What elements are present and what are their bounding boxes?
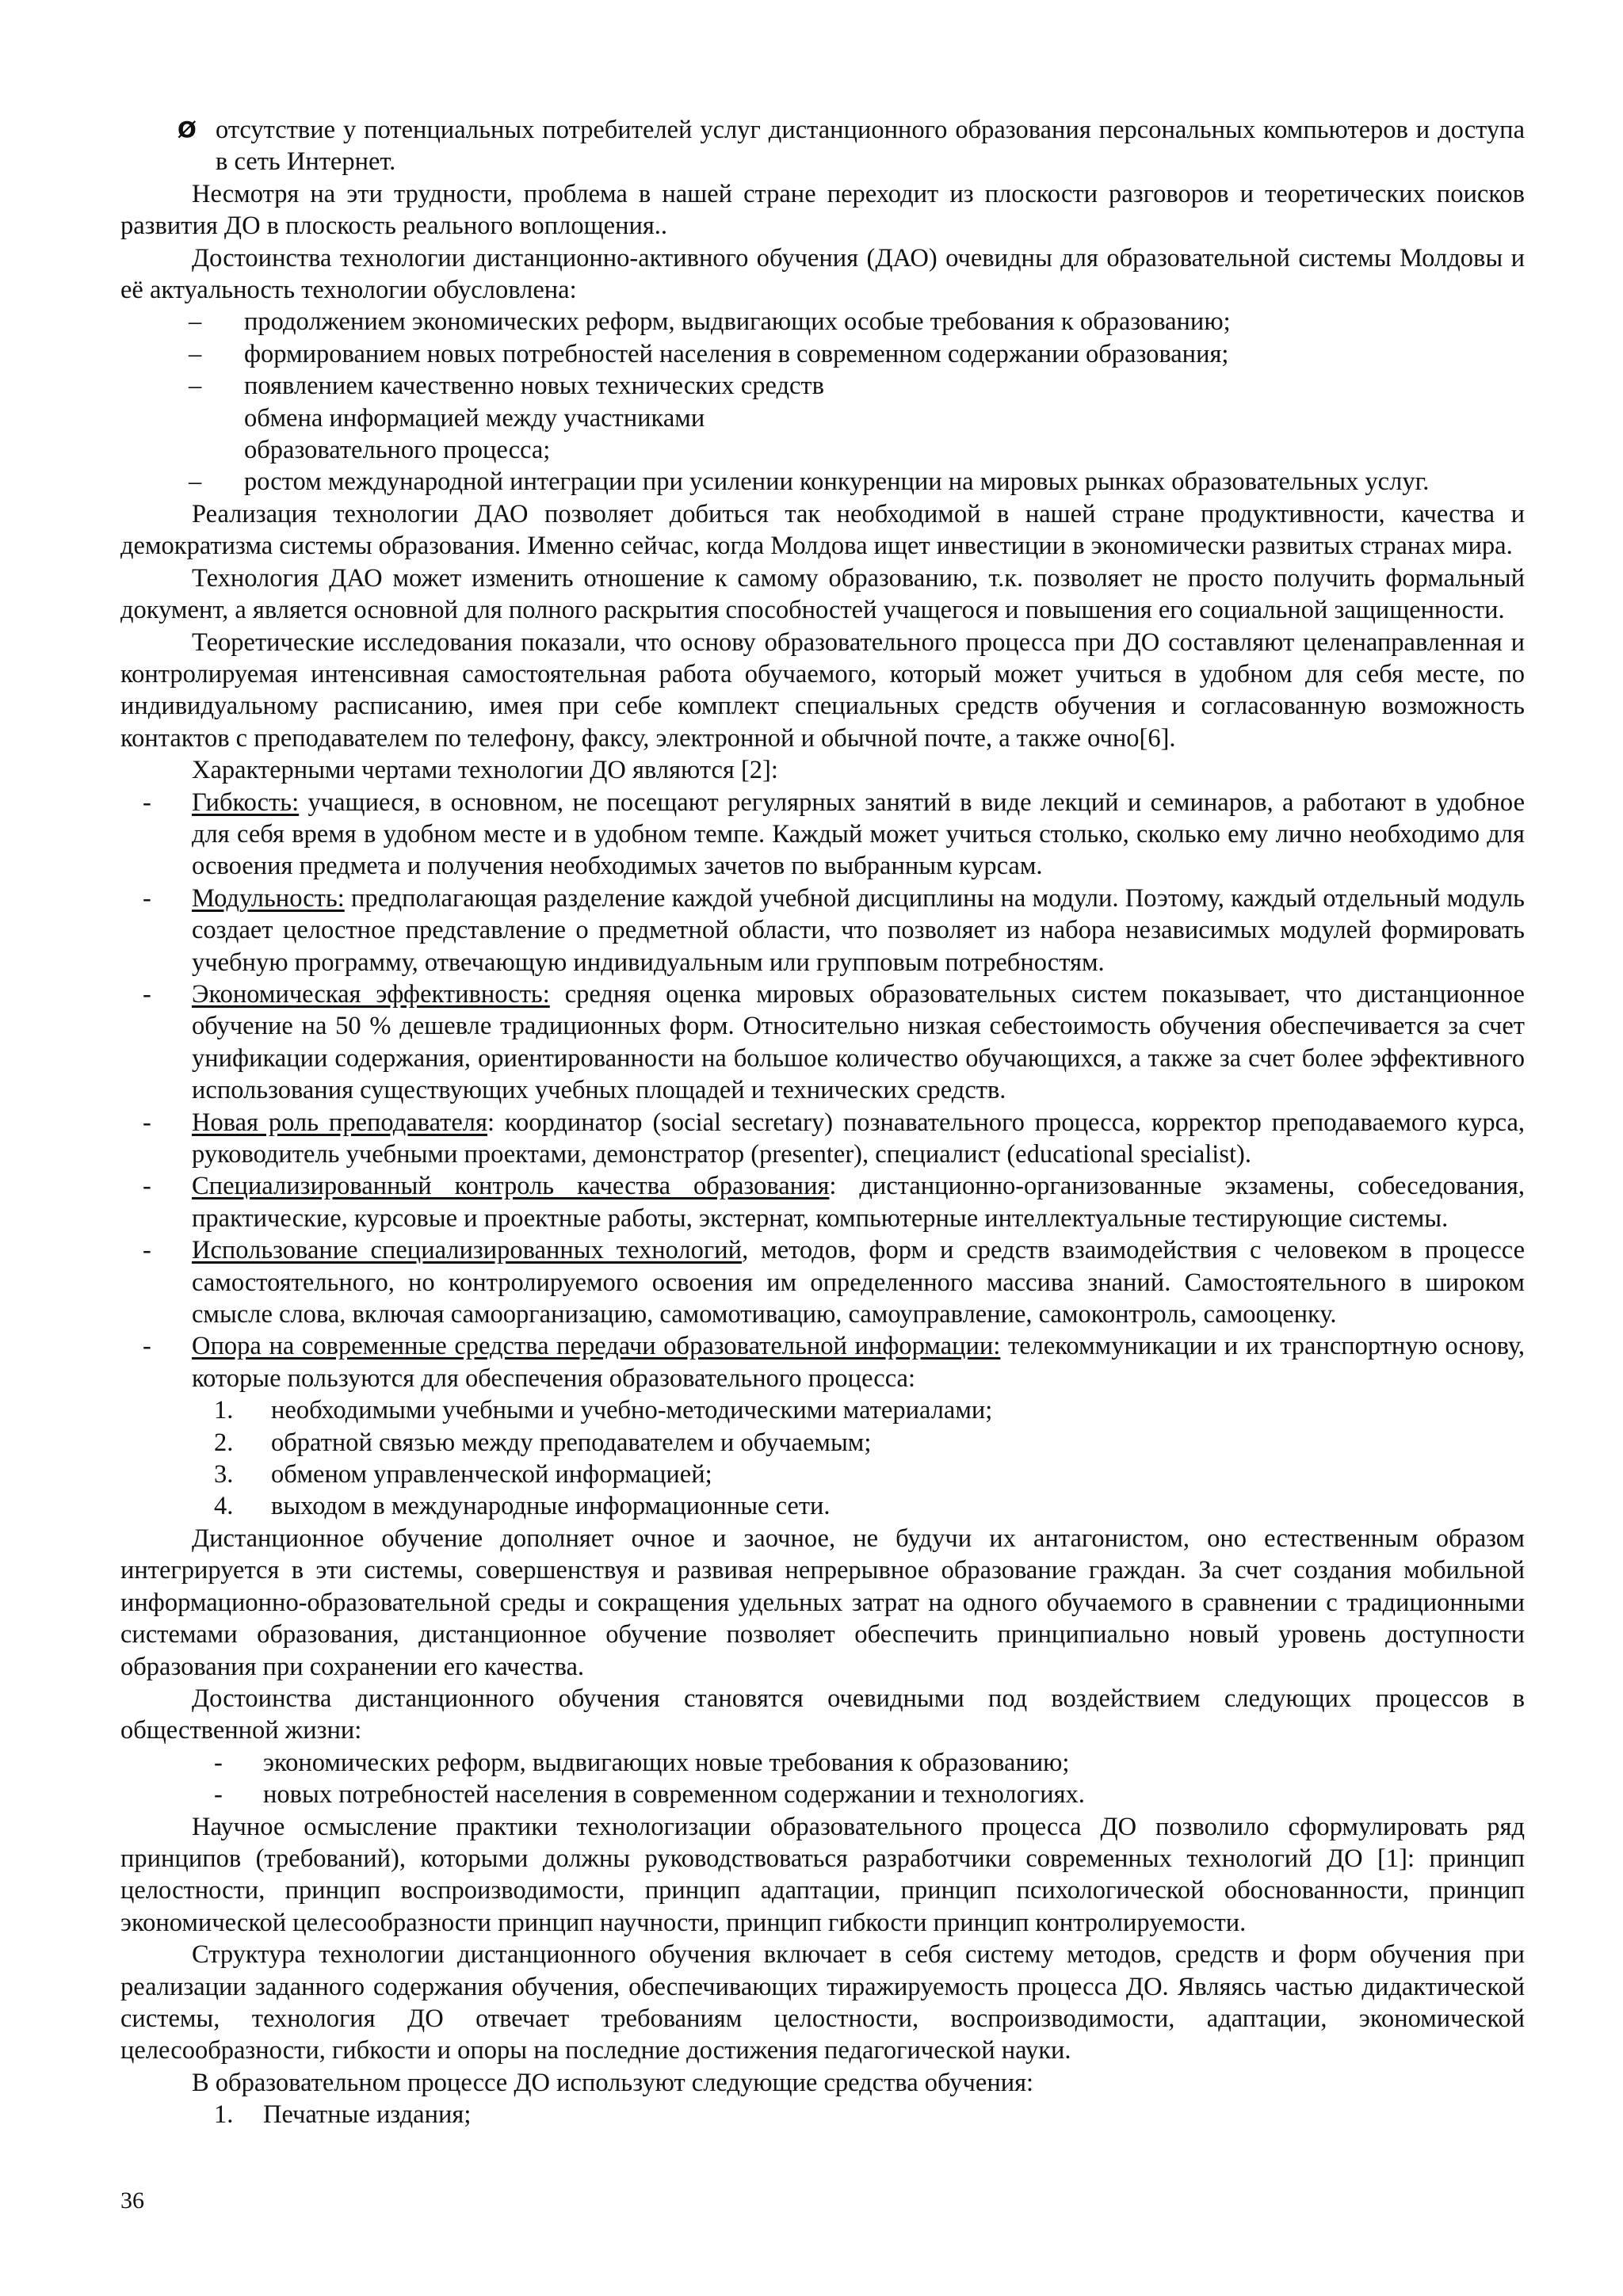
feature-term: Специализированный контроль качества образования (192, 1172, 830, 1201)
feature-text: : координатор (social secretary) познавательного процесса, корректор преподаваемого курса, руководитель учебными проектами, демонстратор (presenter), специалист (educational specialist). (192, 1108, 1526, 1169)
item-number: 4. (214, 1492, 234, 1521)
list-item: - экономических реформ, выдвигающих новые требования к образованию; (120, 1747, 1525, 1779)
list-item: - новых потребностей населения в современном содержании и технологиях. (120, 1779, 1525, 1810)
paragraph-8: Достоинства дистанционного обучения становятся очевидными под воздействием следующих процессов в общественной жизни: (120, 1684, 1525, 1745)
feature-term: Новая роль преподавателя (192, 1108, 487, 1137)
intro-bullet-text: отсутствие у потенциальных потребителей услуг дистанционного образования персональных компьютеров и доступа в сеть Интернет. (216, 116, 1525, 177)
dash-marker: – (189, 339, 202, 368)
feature-item (120, 1330, 1525, 1394)
paragraph-10: Структура технологии дистанционного обучения включает в себя систему методов, средств и форм обучения при реализации заданного содержания обучения, обеспечивающих тиражируемость процесса ДО. Являясь частью дидактической системы, технология ДО отвечает требованиям целостности, воспроизводимости, адаптации, экономической целесообразности, гибкости и опоры на последние достижения педагогической науки. (120, 1940, 1525, 2065)
item-number: 1. (214, 2100, 234, 2130)
dash-marker: – (189, 372, 202, 401)
feature-term: Модульность: (192, 883, 345, 913)
numbered-item: 4. выходом в международные информационные сети. (120, 1490, 1525, 1522)
item-number: 3. (214, 1460, 234, 1489)
item-number: 2. (214, 1428, 234, 1457)
item-number: 1. (214, 1396, 234, 1425)
feature-term: Экономическая эффективность: (192, 979, 550, 1009)
hyphen-marker: - (143, 1236, 151, 1265)
numbered-item: 3. обменом управленческой информацией; (120, 1459, 1525, 1490)
features-list (120, 787, 1525, 1395)
hyphen-marker: - (214, 1748, 223, 1777)
paragraph-7: Дистанционное обучение дополняет очное и заочное, не будучи их антагонистом, оно естественным образом интегрируется в эти системы, совершенствуя и развивая непрерывное образование граждан. За счет создания мобильной информационно-образовательной среды и сокращения удельных затрат на одного обучаемого в сравнении с традиционными системами образования, дистанционное обучение позволяет обеспечить принципиально новый уровень доступности образования при сохранении его качества. (120, 1524, 1525, 1681)
paragraph-6: Характерными чертами технологии ДО являются [2]: (192, 756, 778, 785)
paragraph-1: Несмотря на эти трудности, проблема в нашей стране переходит из плоскости разговоров и теоретических поисков развития ДО в плоскость реального воплощения.. (120, 179, 1525, 241)
hyphen-marker: - (143, 883, 151, 913)
intro-bullet-item (120, 114, 1525, 178)
paragraph-9: Научное осмысление практики технологизации образовательного процесса ДО позволило сформулировать ряд принципов (требований), которыми должны руководствоваться разработчики современных технологий ДО [1]: принцип целостности, принцип воспроизводимости, принцип адаптации, принцип психологической обоснованности, принцип экономической целесообразности принцип научности, принцип гибкости принцип контролируемости. (120, 1812, 1525, 1937)
page-number: 36 (120, 2187, 144, 2214)
numbered-item: 1. необходимыми учебными и учебно-методическими материалами; (120, 1394, 1525, 1426)
paragraph-5: Теоретические исследования показали, что основу образовательного процесса при ДО составляют целенаправленная и контролируемая интенсивная самостоятельная работа обучаемого, который может учиться в удобном для себя месте, по индивидуальному расписанию, имея при себе комплект специальных средств обучения и согласованную возможность контактов с преподавателем по телефону, факсу, электронной и обычной почте, а также очно[6]. (120, 627, 1525, 753)
dash-marker: – (189, 467, 202, 497)
feature-text: предполагающая разделение каждой учебной дисциплины на модули. Поэтому, каждый отдельный модуль создает целостное представление о предметной области, что позволяет из набора независимых модулей формировать учебную программу, отвечающую индивидуальным или групповым потребностям. (192, 883, 1525, 977)
hyphen-marker: - (143, 979, 151, 1009)
feature-item (120, 787, 1525, 883)
feature-text: , методов, форм и средств взаимодействия с человеком в процессе самостоятельного, но контролируемого освоения им определенного массива знаний. Самостоятельного в широком смысле слова, включая самоорганизацию, самомотивацию, самоуправление, самоконтроль, самооценку. (192, 1236, 1525, 1329)
paragraph-11: В образовательном процессе ДО используют следующие средства обучения: (192, 2068, 1034, 2097)
bullet-marker-icon: Ø (178, 116, 197, 143)
hyphen-marker: - (214, 1780, 223, 1810)
dash-list-1 (120, 306, 1525, 498)
list-item: – ростом международной интеграции при усилении конкуренции на мировых рынках образовательных услуг. (120, 466, 1525, 498)
feature-term: Гибкость: (192, 788, 300, 817)
feature-text: : дистанционно-организованные экзамены, собеседования, практические, курсовые и проектные работы, экстернат, компьютерные интеллектуальные тестирующие системы. (192, 1172, 1526, 1233)
list-item: – формированием новых потребностей населения в современном содержании образования; (120, 338, 1525, 370)
feature-term: Опора на современные средства передачи образовательной информации: (192, 1332, 1001, 1361)
numbered-list-2 (120, 2099, 1525, 2130)
feature-item (120, 1107, 1525, 1171)
hyphen-marker: - (143, 1108, 151, 1137)
feature-text: учащиеся, в основном, не посещают регулярных занятий в виде лекций и семинаров, а работают в удобное для себя время в удобном месте и в удобном темпе. Каждый может учиться столько, сколько ему лично необходимо для освоения предмета и получения необходимых зачетов по выбранным курсам. (192, 788, 1525, 881)
feature-item (120, 1234, 1525, 1330)
paragraph-3: Реализация технологии ДАО позволяет добиться так необходимой в нашей стране продуктивности, качества и демократизма системы образования. Именно сейчас, когда Молдова ищет инвестиции в экономически развитых странах мира. (120, 499, 1525, 561)
feature-item (120, 978, 1525, 1107)
hyphen-marker: - (143, 1332, 151, 1361)
hyphen-marker: - (143, 1172, 151, 1201)
paragraph-4: Технология ДАО может изменить отношение к самому образованию, т.к. позволяет не просто получить формальный документ, а является основной для полного раскрытия способностей учащегося и повышения его социальной защищенности. (120, 563, 1525, 625)
list-item: – продолжением экономических реформ, выдвигающих особые требования к образованию; (120, 306, 1525, 338)
feature-text: средняя оценка мировых образовательных систем показывает, что дистанционное обучение на 50 % дешевле традиционных форм. Относительно низкая себестоимость обучения обеспечивается за счет унификации содержания, ориентированности на большое количество обучающихся, а также за счет более эффективного использования существующих учебных площадей и технических средств. (192, 979, 1525, 1105)
paragraph-2: Достоинства технологии дистанционно-активного обучения (ДАО) очевидны для образовательной системы Молдовы и её актуальность технологии обусловлена: (120, 243, 1525, 305)
numbered-item: 1. Печатные издания; (120, 2099, 1525, 2130)
hyphen-marker: - (143, 788, 151, 817)
document-page (120, 114, 1525, 2131)
feature-item (120, 1170, 1525, 1234)
numbered-item: 2. обратной связью между преподавателем и обучаемым; (120, 1427, 1525, 1459)
dash-marker: – (189, 307, 202, 337)
feature-item (120, 883, 1525, 978)
numbered-list-1 (120, 1394, 1525, 1523)
dash-list-2 (120, 1747, 1525, 1811)
list-item: – появлением качественно новых технических средств обмена информацией между участниками образовательного процесса; (189, 372, 824, 465)
feature-text: телекоммуникации и их транспортную основу, которые пользуются для обеспечения образовательного процесса: (192, 1332, 1525, 1393)
feature-term: Использование специализированных технологий (192, 1236, 743, 1265)
